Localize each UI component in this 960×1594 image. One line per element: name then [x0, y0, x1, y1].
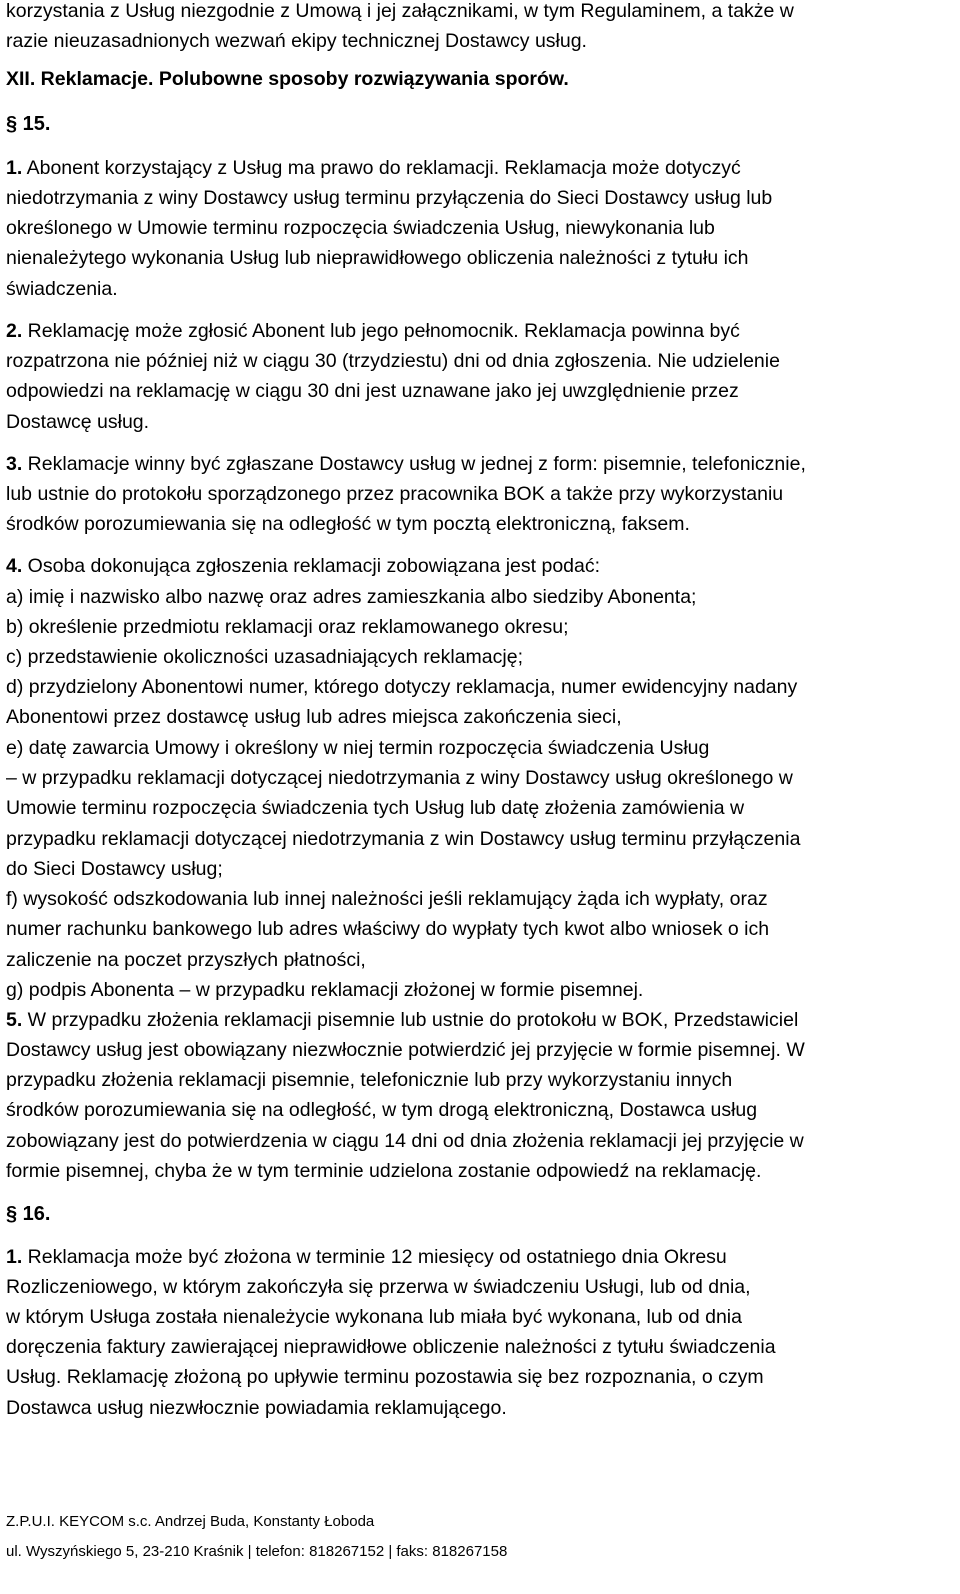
- paragraph-15-4-line: b) określenie przedmiotu reklamacji oraz reklamowanego okresu;: [6, 616, 569, 638]
- section-heading-16: § 16.: [6, 1203, 51, 1225]
- paragraph-15-3-line: [6, 449, 806, 479]
- paragraph-15-4-line: f) wysokość odszkodowania lub innej należności jeśli reklamujący żąda ich wypłaty, oraz: [6, 888, 768, 910]
- paragraph-16-1-line: Rozliczeniowego, w którym zakończyła się przerwa w świadczeniu Usługi, lub od dnia,: [6, 1276, 751, 1298]
- paragraph-15-4-line: a) imię i nazwisko albo nazwę oraz adres zamieszkania albo siedziby Abonenta;: [6, 586, 697, 608]
- paragraph-text: Reklamację może zgłosić Abonent lub jego pełnomocnik. Reklamacja powinna być: [22, 320, 740, 342]
- paragraph-15-4-line: przypadku reklamacji dotyczącej niedotrzymania z win Dostawcy usług terminu przyłączenia: [6, 828, 801, 850]
- paragraph-15-3-line: lub ustnie do protokołu sporządzonego przez pracownika BOK a także przy wykorzystaniu: [6, 483, 784, 505]
- footer-company: Z.P.U.I. KEYCOM s.c. Andrzej Buda, Konstanty Łoboda: [6, 1513, 375, 1530]
- paragraph-15-5-line: Dostawcy usług jest obowiązany niezwłocznie potwierdzić jej przyjęcie w formie pisemnej. W: [6, 1039, 805, 1061]
- paragraph-15-1-line: określonego w Umowie terminu rozpoczęcia świadczenia Usług, niewykonania lub: [6, 217, 715, 239]
- paragraph-text: Reklamacja może być złożona w terminie 12 miesięcy od ostatniego dnia Okresu: [22, 1246, 727, 1268]
- footer-address: ul. Wyszyńskiego 5, 23-210 Kraśnik | telefon: 818267152 | faks: 818267158: [6, 1543, 508, 1560]
- paragraph-15-1-line: nienależytego wykonania Usług lub nieprawidłowego obliczenia należności z tytułu ich: [6, 247, 749, 269]
- paragraph-15-2-line: odpowiedzi na reklamację w ciągu 30 dni jest uznawane jako jej uwzględnienie przez: [6, 380, 739, 402]
- body-text-line: razie nieuzasadnionych wezwań ekipy technicznej Dostawcy usług.: [6, 30, 587, 52]
- paragraph-15-1-line: niedotrzymania z winy Dostawcy usług terminu przyłączenia do Sieci Dostawcy usług lub: [6, 187, 773, 209]
- paragraph-15-4-line: [6, 551, 600, 581]
- paragraph-15-4-line: c) przedstawienie okoliczności uzasadniających reklamację;: [6, 646, 523, 668]
- paragraph-15-4-line: e) datę zawarcia Umowy i określony w niej termin rozpoczęcia świadczenia Usług: [6, 737, 710, 759]
- paragraph-text: Osoba dokonująca zgłoszenia reklamacji zobowiązana jest podać:: [22, 555, 601, 577]
- section-heading-15: § 15.: [6, 113, 51, 135]
- paragraph-15-4-line: numer rachunku bankowego lub adres właściwy do wypłaty tych kwot albo wniosek o ich: [6, 918, 770, 940]
- paragraph-16-1-line: doręczenia faktury zawierającej nieprawidłowe obliczenie należności z tytułu świadczenia: [6, 1336, 776, 1358]
- paragraph-15-1-line: [6, 153, 741, 183]
- paragraph-15-2-line: Dostawcę usług.: [6, 411, 150, 433]
- paragraph-15-2-line: rozpatrzona nie później niż w ciągu 30 (trzydziestu) dni od dnia zgłoszenia. Nie udzielenie: [6, 350, 780, 372]
- paragraph-number: 4.: [6, 555, 23, 577]
- paragraph-15-5-line: przypadku złożenia reklamacji pisemnie, telefonicznie lub przy wykorzystaniu innych: [6, 1069, 733, 1091]
- paragraph-15-4-line: zaliczenie na poczet przyszłych płatności,: [6, 949, 366, 971]
- paragraph-number: 3.: [6, 453, 23, 475]
- paragraph-15-5-line: zobowiązany jest do potwierdzenia w ciągu 14 dni od dnia złożenia reklamacji jej przyjęcie w: [6, 1130, 804, 1152]
- paragraph-15-3-line: środków porozumiewania się na odległość w tym pocztą elektroniczną, faksem.: [6, 513, 690, 535]
- paragraph-16-1-line: Dostawca usług niezwłocznie powiadamia reklamującego.: [6, 1397, 507, 1419]
- paragraph-15-5-line: środków porozumiewania się na odległość, w tym drogą elektroniczną, Dostawca usług: [6, 1099, 758, 1121]
- body-text-line: korzystania z Usług niezgodnie z Umową i jej załącznikami, w tym Regulaminem, a także w: [6, 0, 794, 22]
- paragraph-16-1-line: Usług. Reklamację złożoną po upływie terminu pozostawia się bez rozpoznania, o czym: [6, 1366, 764, 1388]
- paragraph-15-1-line: świadczenia.: [6, 278, 118, 300]
- paragraph-15-5-line: formie pisemnej, chyba że w tym terminie udzielona zostanie odpowiedź na reklamację.: [6, 1160, 762, 1182]
- paragraph-15-4-line: Umowie terminu rozpoczęcia świadczenia tych Usług lub datę złożenia zamówienia w: [6, 797, 745, 819]
- paragraph-number: 2.: [6, 320, 23, 342]
- paragraph-text: Abonent korzystający z Usług ma prawo do reklamacji. Reklamacja może dotyczyć: [22, 157, 741, 179]
- paragraph-15-4-line: d) przydzielony Abonentowi numer, którego dotyczy reklamacja, numer ewidencyjny nadany: [6, 676, 798, 698]
- chapter-title: XII. Reklamacje. Polubowne sposoby rozwiązywania sporów.: [6, 68, 569, 90]
- paragraph-15-4-line: Abonentowi przez dostawcę usług lub adres miejsca zakończenia sieci,: [6, 706, 622, 728]
- paragraph-16-1-line: w którym Usługa została nienależycie wykonana lub miała być wykonana, lub od dnia: [6, 1306, 742, 1328]
- paragraph-15-5-line: [6, 1005, 798, 1035]
- paragraph-number: 5.: [6, 1009, 23, 1031]
- paragraph-text: W przypadku złożenia reklamacji pisemnie lub ustnie do protokołu w BOK, Przedstawiciel: [22, 1009, 799, 1031]
- paragraph-15-2-line: [6, 316, 740, 346]
- paragraph-16-1-line: [6, 1242, 727, 1272]
- paragraph-text: Reklamacje winny być zgłaszane Dostawcy usług w jednej z form: pisemnie, telefonicznie,: [22, 453, 806, 475]
- paragraph-number: 1.: [6, 1246, 23, 1268]
- paragraph-15-4-line: g) podpis Abonenta – w przypadku reklamacji złożonej w formie pisemnej.: [6, 979, 644, 1001]
- paragraph-number: 1.: [6, 157, 23, 179]
- paragraph-15-4-line: – w przypadku reklamacji dotyczącej niedotrzymania z winy Dostawcy usług określonego w: [6, 767, 793, 789]
- paragraph-15-4-line: do Sieci Dostawcy usług;: [6, 858, 223, 880]
